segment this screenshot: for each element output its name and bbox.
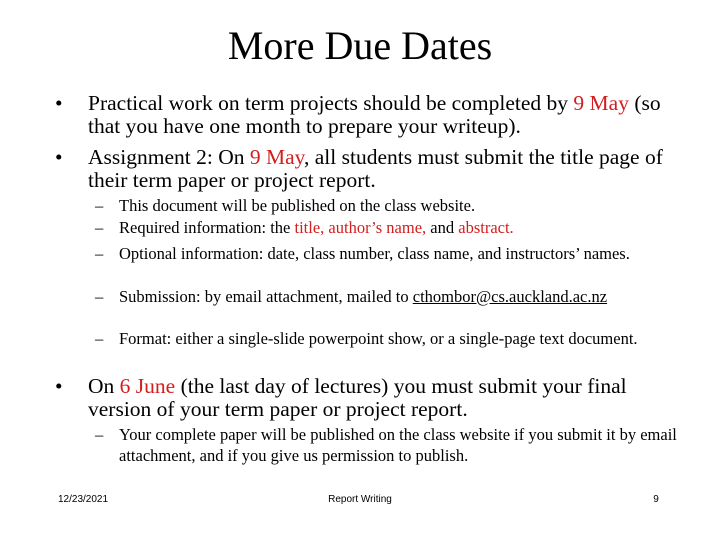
bullet-final-version [55,375,695,421]
dash-icon: – [95,218,104,237]
sub-bullet-text-part: and [426,218,459,237]
dash-icon: – [95,287,104,306]
dash-icon: – [95,196,104,215]
sub-bullet-published [95,196,705,217]
bullet-practical-work [55,92,695,138]
bullet-text [88,146,695,192]
sub-bullet-text [119,287,705,308]
bullet-text [88,92,695,138]
sub-bullet-text-part: Submission: by email attachment, mailed to [119,287,413,306]
dash-icon: – [95,329,104,348]
due-date-highlight: 9 May [573,91,629,115]
sub-bullet-text: Optional information: date, class number, class name, and instructors’ names. [119,244,630,263]
sub-bullet-required-info [95,218,705,239]
sub-bullet-submission [95,287,705,308]
bullet-text-part: (so that you have one month to prepare your writeup). [88,91,661,138]
bullet-icon: • [55,145,63,169]
sub-bullet-text-part: Required information: the [119,218,295,237]
bullet-text-part: On [88,374,120,398]
footer-page-number: 9 [653,494,659,505]
bullet-assignment-2 [55,146,695,192]
sub-bullet-format [95,329,705,350]
bullet-icon: • [55,374,63,398]
sub-bullet-text [119,218,705,239]
due-date-highlight: 9 May [249,145,304,169]
bullet-text-part: , all students must submit the title page of their term paper or project report. [88,145,663,192]
footer-date: 12/23/2021 [58,494,109,505]
sub-bullet-text: Your complete paper will be published on the class website if you submit it by email attachment, and if you give us permission to publish. [119,425,677,465]
slide-title: More Due Dates [227,23,493,68]
bullet-text-part: Assignment 2: On [88,145,250,169]
dash-icon: – [95,425,104,444]
footer-title: Report Writing [328,494,392,505]
sub-bullet-text: This document will be published on the class website. [119,196,476,215]
email-link[interactable]: cthombor@cs.auckland.ac.nz [412,287,608,306]
sub-bullet-publish-permission [95,425,705,466]
sub-bullet-optional-info [95,244,705,265]
bullet-text-part: Practical work on term projects should be completed by [88,91,574,115]
bullet-text-part: (the last day of lectures) you must submit your final version of your term paper or project report. [88,374,627,421]
required-fields-highlight: title, author’s name, [294,218,427,237]
dash-icon: – [95,244,104,263]
abstract-highlight: abstract. [458,218,514,237]
due-date-highlight: 6 June [119,374,176,398]
bullet-text [88,375,695,421]
sub-bullet-text: Format: either a single-slide powerpoint show, or a single-page text document. [119,329,638,348]
bullet-icon: • [55,91,63,115]
